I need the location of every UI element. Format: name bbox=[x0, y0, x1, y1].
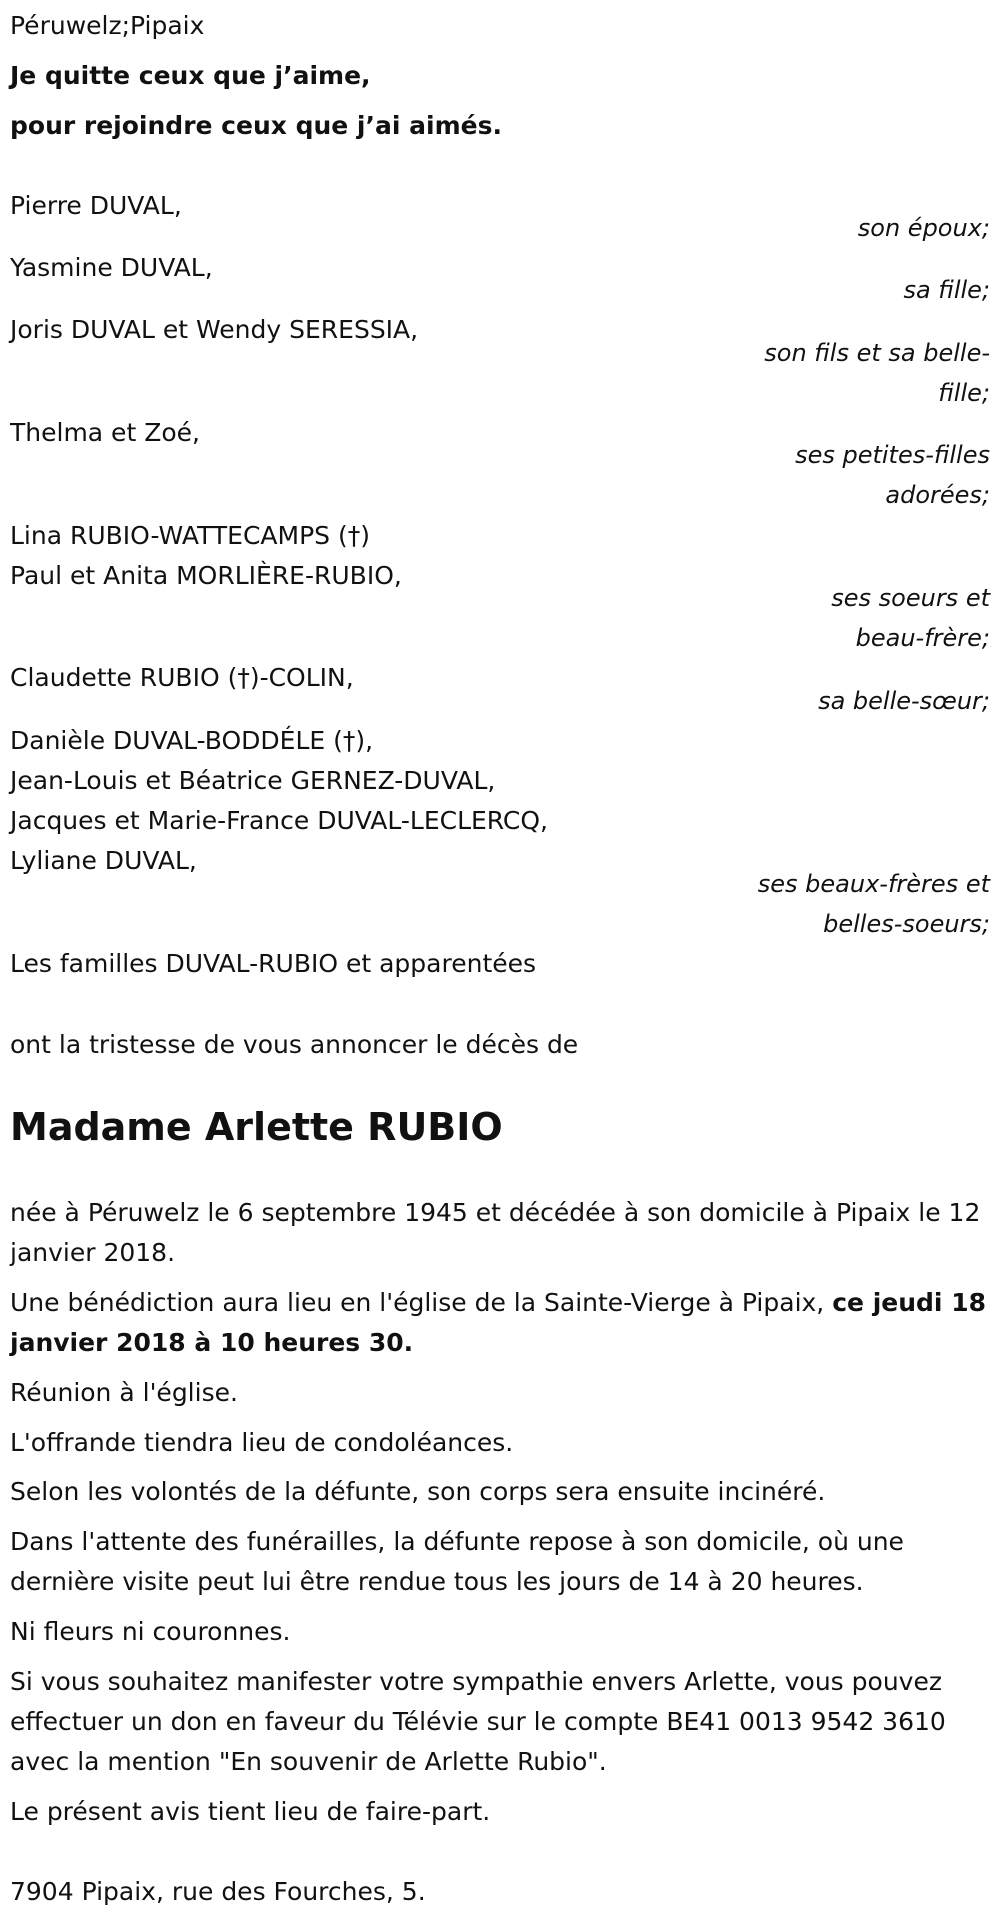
family-role: sa fille; bbox=[903, 276, 990, 304]
family-role: beau-frère; bbox=[855, 624, 990, 652]
family-role: ses beaux-frères et bbox=[757, 870, 990, 898]
family-role: belles-soeurs; bbox=[823, 910, 990, 938]
offering-paragraph: L'offrande tiendra lieu de condoléances. bbox=[10, 1428, 514, 1457]
location-line: Péruwelz;Pipaix bbox=[10, 11, 205, 40]
family-name: Jean-Louis et Béatrice GERNEZ-DUVAL, bbox=[10, 766, 496, 795]
family-role: sa belle-sœur; bbox=[818, 687, 990, 715]
family-role: ses soeurs et bbox=[831, 584, 990, 612]
visit-paragraph: Dans l'attente des funérailles, la défunte repose à son domicile, où une dernière visite peut lui être rendue tous les jours de 14 à 20 heures. bbox=[10, 1527, 904, 1596]
blessing-text: Une bénédiction aura lieu en l'église de la Sainte-Vierge à Pipaix, bbox=[10, 1288, 833, 1317]
donation-paragraph: Si vous souhaitez manifester votre sympathie envers Arlette, vous pouvez effectuer un don en faveur du Télévie sur le compte BE41 0013 9542 3610 avec la mention "En souvenir de Arlette Rubio". bbox=[10, 1667, 946, 1776]
family-name: Thelma et Zoé, bbox=[10, 418, 200, 447]
family-name: Lyliane DUVAL, bbox=[10, 846, 197, 875]
quote-line-2: pour rejoindre ceux que j’ai aimés. bbox=[10, 111, 502, 140]
deceased-name: Madame Arlette RUBIO bbox=[10, 1105, 503, 1149]
family-name: Lina RUBIO-WATTECAMPS (†) bbox=[10, 521, 370, 550]
family-role: adorées; bbox=[885, 481, 990, 509]
announce-line: ont la tristesse de vous annoncer le décès de bbox=[10, 1030, 579, 1059]
family-name: Jacques et Marie-France DUVAL-LECLERCQ, bbox=[10, 806, 549, 835]
cremation-paragraph: Selon les volontés de la défunte, son corps sera ensuite incinéré. bbox=[10, 1477, 826, 1506]
family-name: Joris DUVAL et Wendy SERESSIA, bbox=[10, 315, 419, 344]
birth-death-paragraph: née à Péruwelz le 6 septembre 1945 et décédée à son domicile à Pipaix le 12 janvier 2018. bbox=[10, 1198, 981, 1267]
meeting-paragraph: Réunion à l'église. bbox=[10, 1378, 238, 1407]
notice-paragraph: Le présent avis tient lieu de faire-part. bbox=[10, 1797, 491, 1826]
address-line: 7904 Pipaix, rue des Fourches, 5. bbox=[10, 1877, 426, 1906]
family-role: son fils et sa belle- bbox=[764, 339, 990, 367]
family-name: Pierre DUVAL, bbox=[10, 191, 182, 220]
family-name: Yasmine DUVAL, bbox=[10, 253, 213, 282]
families-line: Les familles DUVAL-RUBIO et apparentées bbox=[10, 949, 537, 978]
family-role: fille; bbox=[938, 379, 990, 407]
family-role: son époux; bbox=[857, 214, 990, 242]
family-name: Danièle DUVAL-BODDÉLE (†), bbox=[10, 726, 374, 755]
blessing-paragraph bbox=[10, 1283, 995, 1363]
blessing-date: ce jeudi 18 janvier 2018 à 10 heures 30. bbox=[10, 1288, 986, 1357]
family-role: ses petites-filles bbox=[795, 441, 990, 469]
no-flowers-paragraph: Ni fleurs ni couronnes. bbox=[10, 1617, 291, 1646]
family-name: Claudette RUBIO (†)-COLIN, bbox=[10, 663, 354, 692]
quote-line-1: Je quitte ceux que j’aime, bbox=[10, 61, 371, 90]
family-name: Paul et Anita MORLIÈRE-RUBIO, bbox=[10, 561, 402, 590]
